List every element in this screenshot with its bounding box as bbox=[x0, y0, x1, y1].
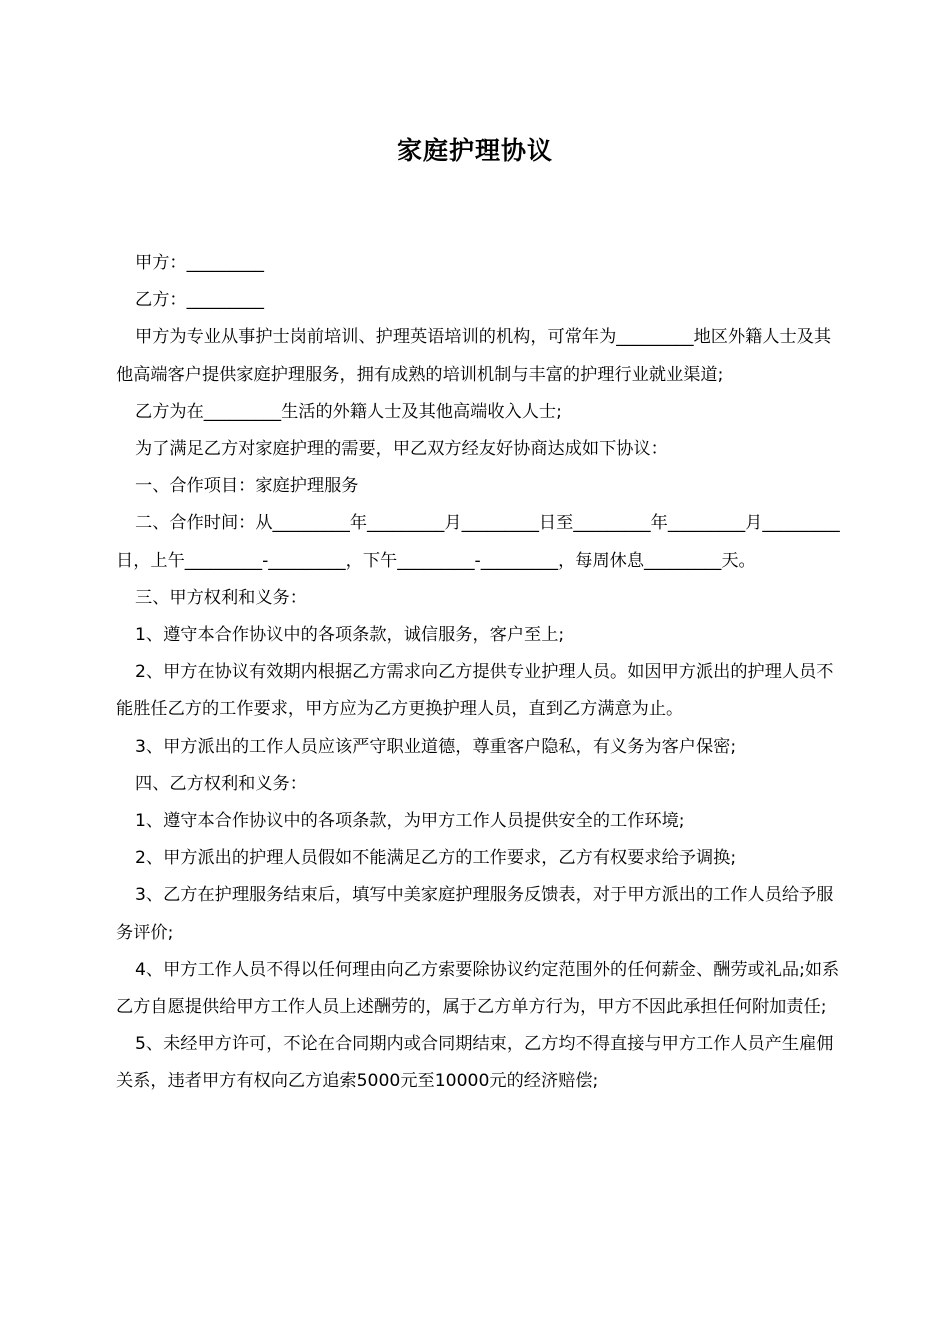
paragraph-preamble: 为了满足乙方对家庭护理的需要，甲乙双方经友好协商达成如下协议： bbox=[135, 439, 668, 460]
clause-a-3: 3、甲方派出的工作人员应该严守职业道德，尊重客户隐私，有义务为客户保密; bbox=[135, 736, 737, 757]
document-title: 家庭护理协议 bbox=[396, 136, 553, 165]
section-heading-1: 一、合作项目：家庭护理服务 bbox=[135, 476, 359, 497]
clause-a-1: 1、遵守本合作协议中的各项条款，诚信服务，客户至上; bbox=[135, 625, 565, 646]
clause-b-3: 3、乙方在护理服务结束后，填写中美家庭护理服务反馈表，对于甲方派出的工作人员给予服务评价; bbox=[116, 885, 834, 943]
paragraph-party-a-intro: 甲方为专业从事护士岗前培训、护理英语培训的机构，可常年为_________地区外籍人士及其他高端客户提供家庭护理服务，拥有成熟的培训机制与丰富的护理行业就业渠道; bbox=[116, 327, 832, 385]
section-heading-4: 四、乙方权利和义务： bbox=[135, 773, 307, 794]
clause-a-2: 2、甲方在协议有效期内根据乙方需求向乙方提供专业护理人员。如因甲方派出的护理人员不能胜任乙方的工作要求，甲方应为乙方更换护理人员，直到乙方满意为止。 bbox=[116, 662, 834, 720]
party-a-line: 甲方：_________ bbox=[135, 253, 264, 273]
section-heading-2: 二、合作时间：从_________年_________月_________日至_________年_________月_________日，上午_________-_________，下午_________-_________，每周休息_________天。 bbox=[116, 513, 840, 571]
clause-b-2: 2、甲方派出的护理人员假如不能满足乙方的工作要求，乙方有权要求给予调换; bbox=[135, 848, 737, 869]
clause-b-5: 5、未经甲方许可，不论在合同期内或合同期结束，乙方均不得直接与甲方工作人员产生雇佣关系，违者甲方有权向乙方追索5000元至10000元的经济赔偿; bbox=[116, 1034, 834, 1092]
clause-b-1: 1、遵守本合作协议中的各项条款，为甲方工作人员提供安全的工作环境; bbox=[135, 811, 685, 832]
clause-b-4: 4、甲方工作人员不得以任何理由向乙方索要除协议约定范围外的任何薪金、酬劳或礼品;如系乙方自愿提供给甲方工作人员上述酬劳的，属于乙方单方行为，甲方不因此承担任何附加责任; bbox=[116, 959, 840, 1018]
section-heading-3: 三、甲方权利和义务： bbox=[135, 587, 307, 608]
document-body bbox=[116, 245, 840, 1101]
party-b-line: 乙方：_________ bbox=[135, 290, 264, 311]
paragraph-party-b-intro: 乙方为在_________生活的外籍人士及其他高端收入人士; bbox=[135, 401, 562, 422]
